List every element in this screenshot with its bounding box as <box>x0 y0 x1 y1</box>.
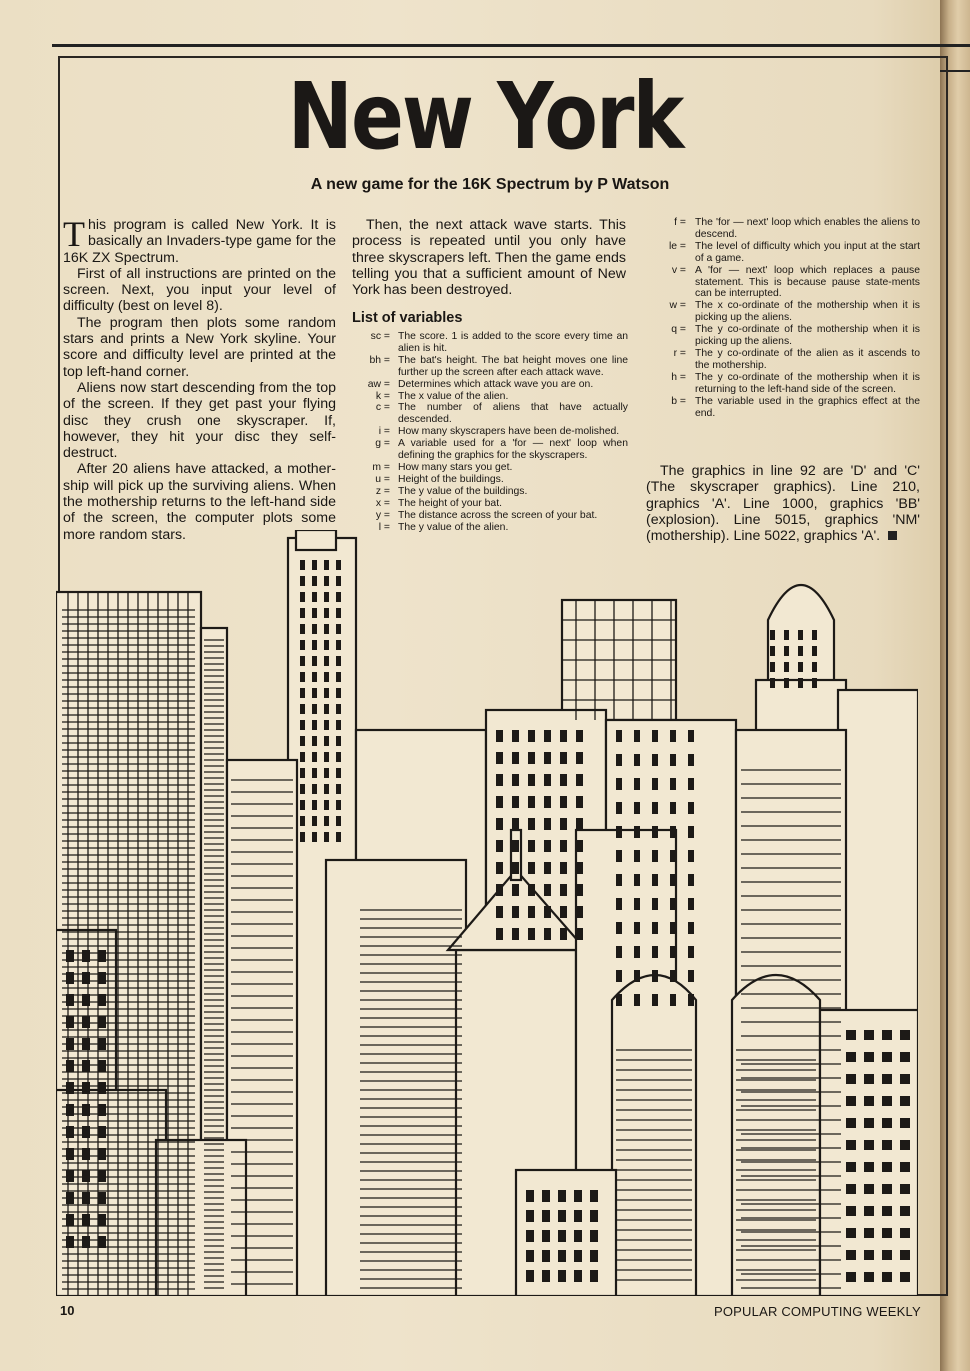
variable-key: u = <box>375 473 390 485</box>
variable-key: b = <box>671 395 686 407</box>
variable-row <box>352 474 628 486</box>
variable-row <box>352 426 628 438</box>
variable-description: A 'for — next' loop which replaces a pause statement. This is because pause state-ments can be interrupted. <box>695 264 920 300</box>
variable-key: sc = <box>370 331 390 342</box>
variables-heading: List of variables <box>352 310 463 326</box>
variable-description: The variable used in the graphics effect at the end. <box>695 395 920 419</box>
variable-key: x = <box>375 497 390 509</box>
variable-description: The x value of the alien. <box>398 390 509 402</box>
column-2 <box>352 217 626 298</box>
variable-description: The y co-ordinate of the alien as it ascends to the mothership. <box>695 347 920 371</box>
variable-row <box>352 498 628 510</box>
variable-key: bh = <box>369 354 390 366</box>
variable-row <box>652 241 920 265</box>
top-rule <box>52 44 970 47</box>
variable-row <box>352 402 628 426</box>
variable-description: Height of the buildings. <box>398 473 504 485</box>
variable-key: k = <box>375 390 390 402</box>
variable-row <box>352 355 628 379</box>
variable-key: aw = <box>367 378 390 390</box>
variable-row <box>652 324 920 348</box>
body-paragraph: The program then plots some random stars and prints a New York skyline. Your score and difficulty level are printed at the top left-hand corner. <box>63 314 336 380</box>
variables-list-continued <box>652 217 920 419</box>
variable-key: h = <box>671 371 686 383</box>
variable-row <box>352 331 628 355</box>
variable-description: The score. 1 is added to the score every time an alien is hit. <box>398 331 628 354</box>
variable-key: g = <box>375 438 390 450</box>
variable-description: How many stars you get. <box>398 461 513 473</box>
variable-key: z = <box>375 485 390 497</box>
variable-row <box>352 486 628 498</box>
column-1 <box>63 214 336 543</box>
body-paragraph: After 20 aliens have attacked, a mother-ship will pick up the surviving aliens. When the mothership returns to the left-hand side of the screen, the computer plots some more random stars. <box>63 461 336 543</box>
variable-row <box>352 391 628 403</box>
variable-row <box>352 462 628 474</box>
variable-key: f = <box>674 217 686 228</box>
magazine-name: POPULAR COMPUTING WEEKLY <box>714 1304 921 1319</box>
variable-description: The bat's height. The bat height moves one line further up the screen after each attack wave. <box>398 354 628 378</box>
variable-key: le = <box>668 240 686 252</box>
variable-description: The y co-ordinate of the mothership when it is picking up the aliens. <box>695 324 920 348</box>
body-paragraph: First of all instructions are printed on the screen. Next, you input your level of difficulty (best on level 8). <box>63 265 336 315</box>
variable-description: The y co-ordinate of the mothership when it is returning to the left-hand side of the screen. <box>695 371 920 395</box>
variable-description: A variable used for a 'for — next' loop when defining the graphics for the skyscrapers. <box>398 438 628 462</box>
variable-key: i = <box>378 426 390 438</box>
variable-description: The 'for — next' loop which enables the aliens to descend. <box>695 217 920 240</box>
variable-row <box>652 348 920 372</box>
new-york-skyline-illustration <box>56 530 918 1296</box>
variable-key: l = <box>378 521 390 533</box>
variable-description: The number of aliens that have actually descended. <box>398 402 628 426</box>
variable-description: How many skyscrapers have been de-molished. <box>398 426 620 438</box>
variable-description: The height of your bat. <box>398 497 502 509</box>
variable-key: q = <box>671 324 686 336</box>
variable-key: m = <box>372 461 390 473</box>
dropcap: T <box>63 214 85 254</box>
variable-row <box>352 379 628 391</box>
graphics-paragraph: The graphics in line 92 are 'D' and 'C' (The skyscraper graphics). Line 210, graphics 'A'. Line 1000, graphics 'BB' (explosion). Line 5015, graphics 'NM' (mothership). Line 5022, graphics 'A'. <box>646 463 920 545</box>
variable-row <box>652 217 920 241</box>
variable-description: The y value of the buildings. <box>398 485 528 497</box>
variable-row <box>352 510 628 522</box>
variable-row <box>652 372 920 396</box>
variable-description: The distance across the screen of your bat. <box>398 509 598 521</box>
variable-row <box>352 438 628 462</box>
body-paragraph: Aliens now start descending from the top of the screen. If they get past your flying disc they crush one skyscraper. If, however, they hit your disc they self-destruct. <box>63 379 336 462</box>
variable-row <box>652 265 920 301</box>
variable-description: The level of difficulty which you input at the start of a game. <box>695 240 920 264</box>
variables-list <box>352 331 628 533</box>
variable-key: r = <box>673 347 686 359</box>
page-number: 10 <box>60 1303 75 1318</box>
variable-description: The x co-ordinate of the mothership when it is picking up the aliens. <box>695 300 920 324</box>
variable-key: v = <box>671 264 686 276</box>
variable-key: y = <box>375 509 390 521</box>
variable-description: Determines which attack wave you are on. <box>398 378 594 390</box>
article-subtitle: A new game for the 16K Spectrum by P Watson <box>310 176 670 193</box>
variable-key: c = <box>375 402 390 414</box>
variable-description: The y value of the alien. <box>398 521 509 533</box>
variable-row <box>652 300 920 324</box>
intro-paragraph: This program is called New York. It is basically an Invaders-type game for the 16K ZX Spectrum. <box>63 214 336 266</box>
article-title: New York <box>287 64 683 171</box>
variable-key: w = <box>669 300 686 312</box>
body-paragraph: Then, the next attack wave starts. This process is repeated until you only have three skyscrapers left. Then the game ends telling you that a sufficient amount of New York has been destroyed. <box>352 217 626 299</box>
variable-row <box>652 396 920 420</box>
